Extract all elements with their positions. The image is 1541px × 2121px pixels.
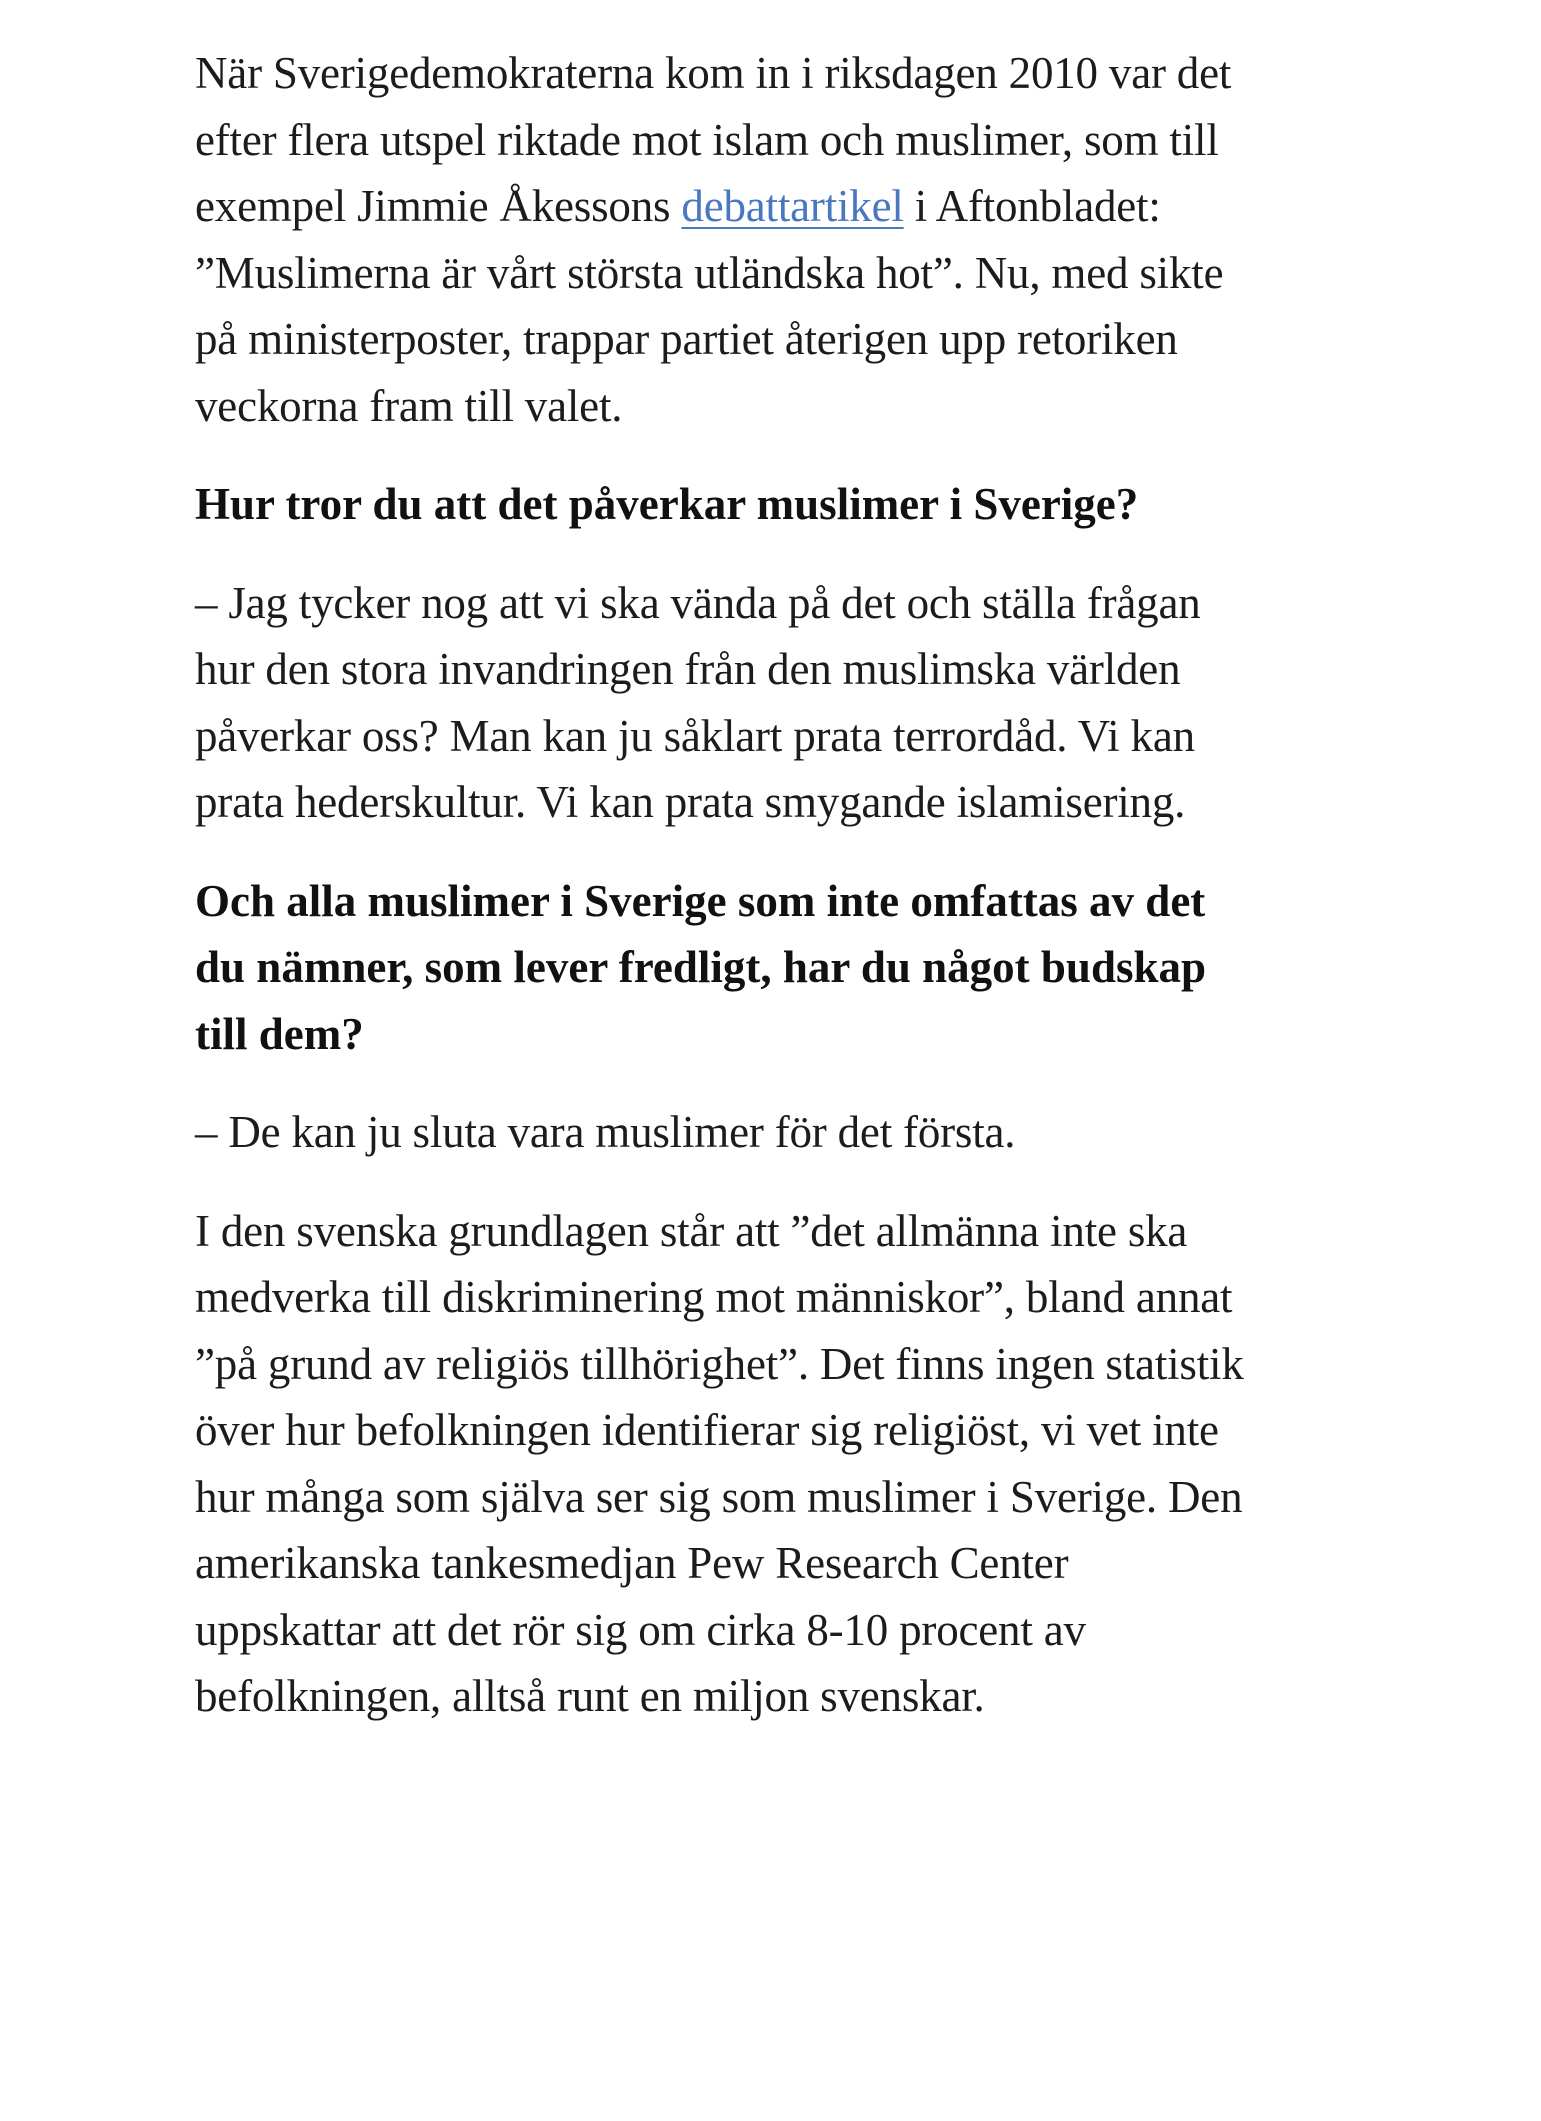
spacer — [195, 836, 1255, 868]
question-1: Hur tror du att det påverkar muslimer i Sverige? — [195, 479, 1139, 529]
intro-text-after-link: i Aftonbladet: ”Muslimerna är vårt största utländska hot”. Nu, med sikte på ministerposter, trappar partiet återigen upp retoriken veckorna fram till valet. — [195, 181, 1224, 431]
spacer — [195, 1166, 1255, 1198]
intro-text-before-link: När Sverigedemokraterna kom in i riksdagen 2010 var det efter flera utspel riktade mot islam och muslimer, som till exempel Jimmie Åkessons — [195, 48, 1232, 231]
spacer — [195, 439, 1255, 471]
article-body — [195, 40, 1255, 1730]
spacer — [195, 1067, 1255, 1099]
closing-paragraph: I den svenska grundlagen står att ”det allmänna inte ska medverka till diskriminering mot människor”, bland annat ”på grund av religiös tillhörighet”. Det finns ingen statistik över hur befolkningen identifierar sig religiöst, vi vet inte hur många som själva ser sig som muslimer i Sverige. Den amerikanska tankesmedjan Pew Research Center uppskattar att det rör sig om cirka 8-10 procent av befolkningen, alltså runt en miljon svenskar. — [195, 1205, 1244, 1721]
intro-paragraph — [195, 40, 1255, 439]
answer-2: – De kan ju sluta vara muslimer för det första. — [195, 1107, 1016, 1157]
spacer — [195, 538, 1255, 570]
debattartikel-link[interactable]: debattartikel — [681, 181, 904, 231]
question-2: Och alla muslimer i Sverige som inte omfattas av det du nämner, som lever fredligt, har du något budskap till dem? — [195, 875, 1207, 1059]
answer-1: – Jag tycker nog att vi ska vända på det och ställa frågan hur den stora invandringen från den muslimska världen påverkar oss? Man kan ju såklart prata terrordåd. Vi kan prata hederskultur. Vi kan prata smygande islamisering. — [195, 577, 1201, 827]
